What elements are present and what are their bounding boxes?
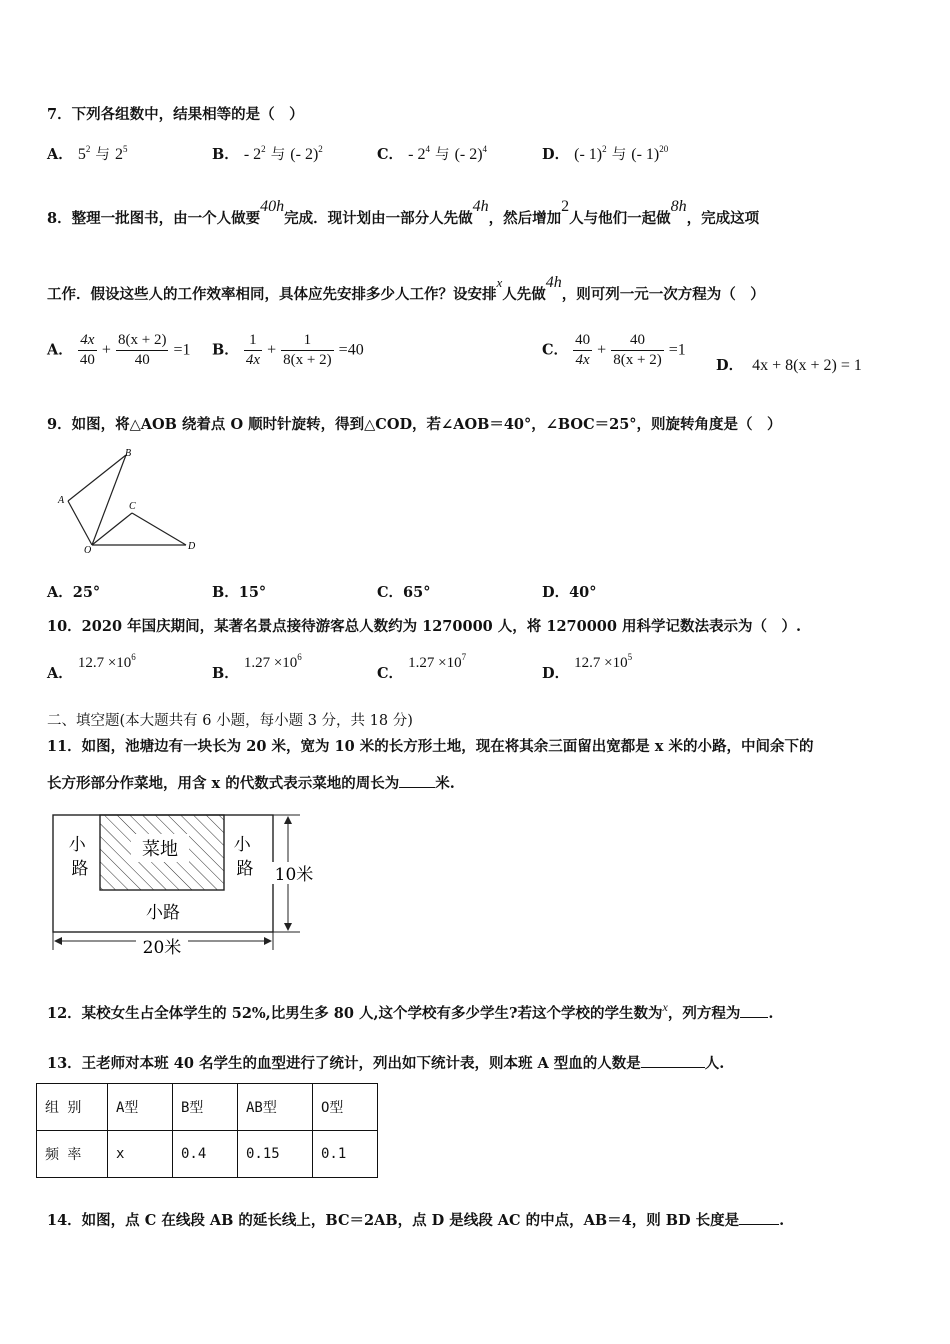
rotation-figure [55,445,205,557]
q10-stem: 10．2020 年国庆期间，某著名景点接待游客总人数约为 1270000 人，将 1270000 用科学记数法表示为（ ）. [47,618,802,635]
width-arrow-up [284,816,292,824]
label-c: C [129,501,136,512]
answer-blank [399,787,435,788]
table-cell: x [108,1131,173,1178]
table-cell: AB型 [238,1084,313,1131]
q8-line1: 8．整理一批图书，由一个人做要40h完成．现计划由一部分人先做4h，然后增加2人与他们一起做8h，完成这项 [47,198,760,227]
q8-option-a: A． $\frac{4x}{40}$ + $\frac{8(x + 2)}{40}$ =1 [47,332,191,368]
width-arrow-down [284,923,292,931]
length-arrow-left [54,937,62,945]
path-right-char-1: 小 [233,835,251,855]
segment-ao [68,501,92,545]
length-arrow-right [264,937,272,945]
section-2-heading: 二、填空题(本大题共有 6 小题，每小题 3 分，共 18 分) [47,713,413,729]
q14-line: 14．如图，点 C 在线段 AB 的延长线上，BC＝2AB，点 D 是线段 AC 的中点，AB＝4，则 BD 长度是 . [47,1212,785,1229]
q8-line2: 工作．假设这些人的工作效率相同，具体应先安排多少人工作？设安排x人先做4h，则可列一元一次方程为（ ） [47,274,765,303]
q10-option-b: B． $1.27 \times 10^6$ [212,652,302,682]
label-a: A [58,495,65,506]
segment-cd [132,513,186,545]
width-label: 10米 [274,865,314,885]
path-left-label [69,835,91,879]
q11-line2: 长方形部分作菜地，用含 x 的代数式表示菜地的周长为 米. [47,775,455,792]
table-row [37,1131,378,1178]
table-cell: A型 [108,1084,173,1131]
blood-type-table [36,1083,378,1178]
q12-line: 12．某校女生占全体学生的 52%,比男生多 80 人,这个学校有多少学生?若这个学校的学生数为$^x$，列方程为 . [47,1000,774,1022]
answer-blank [739,1224,779,1225]
path-bottom-label: 小路 [146,903,180,923]
path-right-label [234,835,256,879]
label-b: B [125,448,132,459]
label-d: D [188,541,196,552]
garden-label: 菜地 [142,839,178,860]
label-o: O [84,545,92,556]
q9-option-d: D．40° [542,584,597,601]
length-label: 20米 [142,938,182,958]
table-cell: 0.4 [173,1131,238,1178]
q9-stem: 9．如图，将△AOB 绕着点 O 顺时针旋转，得到△COD，若∠AOB＝40°，∠BOC＝25°，则旋转角度是（ ） [47,416,782,433]
answer-blank [641,1067,705,1068]
path-right-char-2: 路 [236,859,254,879]
table-cell: B型 [173,1084,238,1131]
table-header-row [37,1084,378,1131]
q8-option-b: B． $\frac{1}{4x}$ + $\frac{1}{8(x + 2)}$ =40 [212,332,364,368]
table-cell: 组 别 [37,1084,108,1131]
q10-option-d: D． $12.7 \times 10^5$ [542,652,633,682]
table-cell: O型 [313,1084,378,1131]
q7-option-a: A． $5^2$ 与 $2^5$ [47,144,128,163]
q8-option-d: D． 4x + 8(x + 2) = 1 [716,357,862,374]
q7-option-c: C． - $2^4$ 与 (- 2)$^4$ [377,144,488,163]
q13-line: 13．王老师对本班 40 名学生的血型进行了统计，列出如下统计表，则本班 A 型血的人数是 人. [47,1055,725,1072]
q9-option-b: B．15° [212,584,267,601]
q10-option-a: A． $12.7 \times 10^6$ [47,652,136,682]
answer-blank [740,1017,768,1018]
path-left-char-2: 路 [71,859,89,879]
q9-option-a: A．25° [47,584,101,601]
q8-option-c: C． $\frac{40}{4x}$ + $\frac{40}{8(x + 2)}$ =1 [542,332,686,368]
garden-figure [48,810,328,962]
table-cell: 频 率 [37,1131,108,1178]
q10-option-c: C． $1.27 \times 10^7$ [377,652,467,682]
q7-stem: 7．下列各组数中，结果相等的是（ ） [47,106,304,123]
table-cell: 0.1 [313,1131,378,1178]
table-cell: 0.15 [238,1131,313,1178]
q9-option-c: C．65° [377,584,431,601]
path-left-char-1: 小 [68,835,86,855]
q11-line1: 11．如图，池塘边有一块长为 20 米，宽为 10 米的长方形土地，现在将其余三面留出宽都是 x 米的小路，中间余下的 [47,738,814,755]
q7-option-b: B． - $2^2$ 与 (- 2)$^2$ [212,144,323,163]
q7-option-d: D． (- 1)$^2$ 与 (- 1)$^{20}$ [542,144,669,163]
